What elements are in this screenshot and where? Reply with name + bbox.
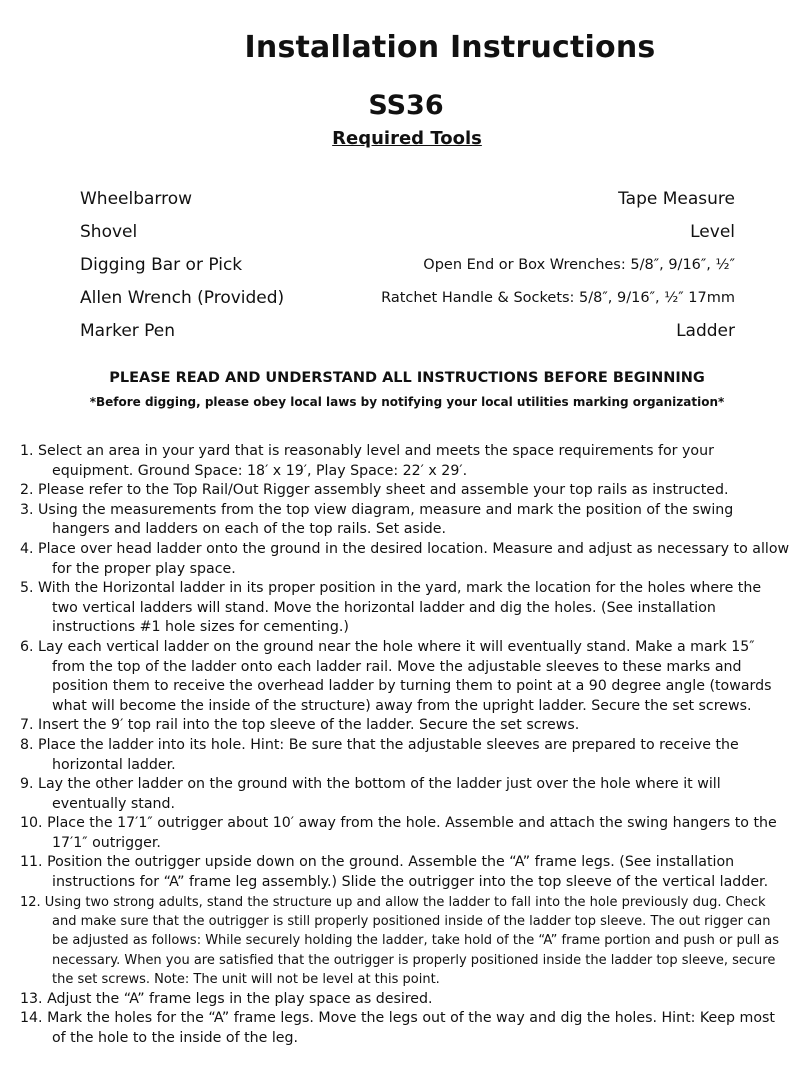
page-title: Installation Instructions: [244, 30, 656, 65]
instruction-step: 8. Place the ladder into its hole. Hint: Be sure that the adjustable sleeves are prepared to receive the horizontal ladder.: [20, 736, 739, 773]
required-tools-heading: Required Tools: [332, 128, 482, 149]
tool-left: Wheelbarrow: [80, 188, 193, 209]
instruction-step: 10. Place the 17′1″ outrigger about 10′ away from the hole. Assemble and attach the swing hangers to the 17′1″ outrigger.: [20, 815, 777, 851]
instruction-step: 6. Lay each vertical ladder on the ground near the hole where it will eventually stand. Make a mark 15″ from the top of the ladder onto each ladder rail. Move the adjustable sleeves to these marks and position them to receive the overhead ladder by turning them to point at a 90 degree angle (towards what will become the inside of the structure) away from the upright ladder. Secure the set screws.: [20, 638, 772, 714]
instruction-step: 9. Lay the other ladder on the ground with the bottom of the ladder just over the hole where it will eventually stand.: [20, 776, 721, 812]
tool-left: Marker Pen: [80, 320, 176, 341]
tool-row: [80, 248, 735, 281]
instruction-step: 3. Using the measurements from the top view diagram, measure and mark the position of the swing hangers and ladders on each of the top rails. Set aside.: [20, 501, 734, 538]
instruction-step: 2. Please refer to the Top Rail/Out Rigger assembly sheet and assemble your top rails as instructed.: [20, 482, 729, 499]
tool-row: [80, 281, 735, 314]
instruction-step: 4. Place over head ladder onto the ground in the desired location. Measure and adjust as necessary to allow for the proper play space.: [20, 540, 790, 577]
tool-right: Open End or Box Wrenches: 5/8″, 9/16″, ½″: [423, 256, 735, 273]
instruction-step: 5. With the Horizontal ladder in its proper position in the yard, mark the location for the holes where the two vertical ladders will stand. Move the horizontal ladder and dig the holes. (See installation instructions #1 hole sizes for cementing.): [20, 580, 762, 636]
tool-row: [80, 314, 735, 347]
tool-row: [80, 182, 735, 215]
tool-right: Ratchet Handle & Sockets: 5/8″, 9/16″, ½″ 17mm: [381, 289, 735, 306]
instruction-step: 14. Mark the holes for the “A” frame legs. Move the legs out of the way and dig the holes. Hint: Keep most of the hole to the inside of the leg.: [20, 1010, 775, 1046]
instruction-step: 12. Using two strong adults, stand the structure up and allow the ladder to fall into the hole previously dug. Check and make sure that the outrigger is still properly positioned inside of the ladder top sleeve. The out rigger can be adjusted as follows: While securely holding the ladder, take hold of the “A” frame portion and push or pull as necessary. When you are satisfied that the outrigger is properly positioned inside the ladder top sleeve, secure the set screws. Note: The unit will not be level at this point.: [20, 894, 780, 988]
instruction-step: 1. Select an area in your yard that is reasonably level and meets the space requirements for your equipment. Ground Space: 18′ x 19′, Play Space: 22′ x 29′.: [20, 443, 714, 479]
tool-row: [80, 215, 735, 248]
required-tools-list: [80, 182, 735, 347]
tool-left: Shovel: [80, 221, 138, 242]
instruction-step: 7. Insert the 9′ top rail into the top sleeve of the ladder. Secure the set screws.: [20, 717, 580, 734]
tool-left: Allen Wrench (Provided): [80, 287, 285, 308]
tool-right: Ladder: [676, 320, 735, 341]
tool-left: Digging Bar or Pick: [80, 254, 243, 275]
digging-safety-note: *Before digging, please obey local laws by notifying your local utilities marking organization*: [89, 395, 725, 409]
tool-right: Tape Measure: [618, 188, 735, 209]
instruction-steps: [20, 442, 790, 1048]
tool-right: Level: [690, 221, 735, 242]
read-instructions-warning: PLEASE READ AND UNDERSTAND ALL INSTRUCTIONS BEFORE BEGINNING: [109, 370, 705, 386]
instruction-step: 11. Position the outrigger upside down on the ground. Assemble the “A” frame legs. (See installation instructions for “A” frame leg assembly.) Slide the outrigger into the top sleeve of the vertical ladder.: [20, 854, 769, 891]
model-number: SS36: [368, 90, 444, 121]
instruction-step: 13. Adjust the “A” frame legs in the play space as desired.: [20, 990, 433, 1007]
